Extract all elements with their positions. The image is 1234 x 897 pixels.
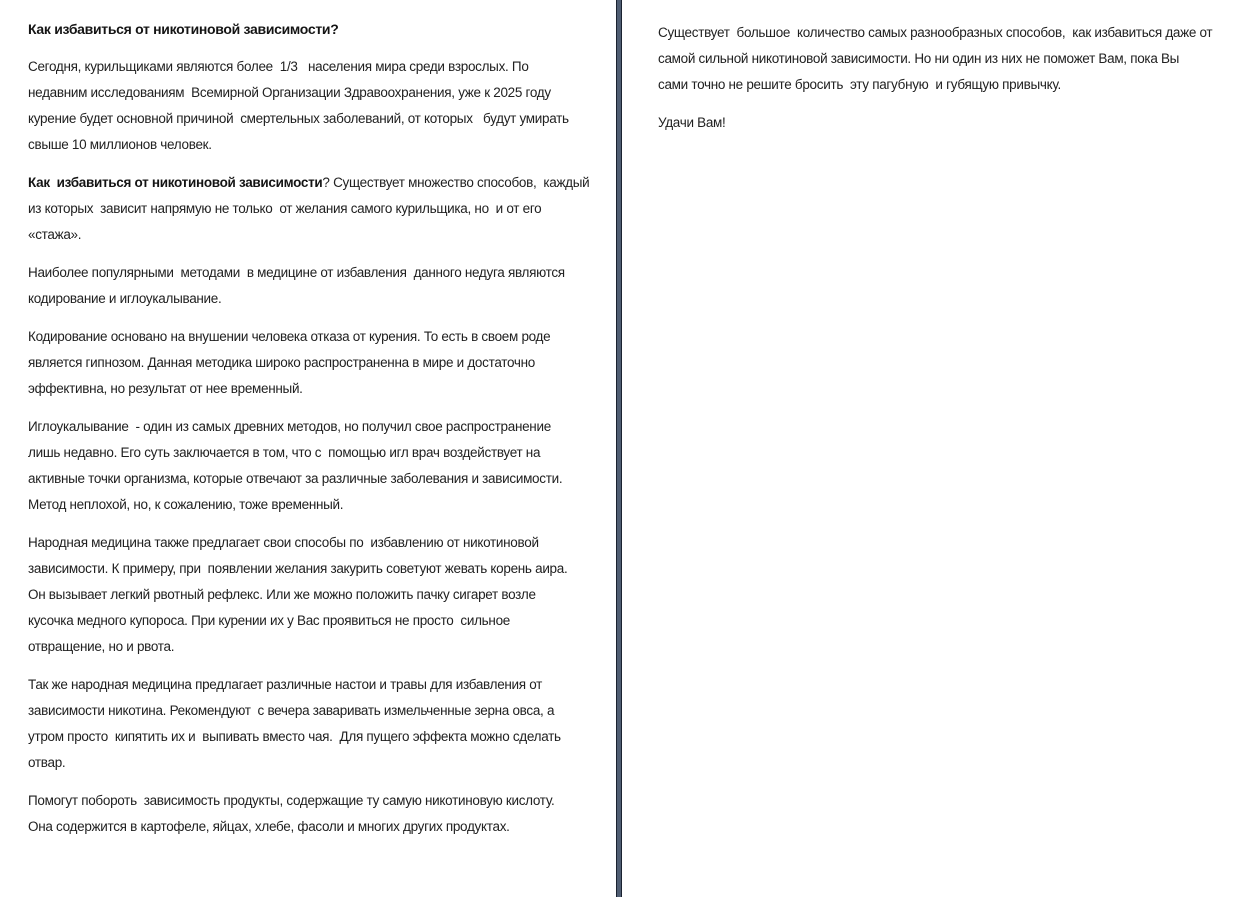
paragraph bbox=[28, 170, 614, 248]
text-line: Существует большое количество самых разнообразных способов, как избавиться даже от bbox=[658, 25, 1213, 40]
text-line: Метод неплохой, но, к сожалению, тоже временный. bbox=[28, 497, 344, 512]
text-line: Удачи Вам! bbox=[658, 115, 726, 130]
text-line: Она содержится в картофеле, яйцах, хлебе, фасоли и многих других продуктах. bbox=[28, 819, 510, 834]
text-line: активные точки организма, которые отвечают за различные заболевания и зависимости. bbox=[28, 471, 563, 486]
paragraph bbox=[28, 414, 614, 518]
text-line: Сегодня, курильщиками являются более 1/3 населения мира среди взрослых. По bbox=[28, 59, 529, 74]
text-line: является гипнозом. Данная методика широко распространенна в мире и достаточно bbox=[28, 355, 535, 370]
text-line: кусочка медного купороса. При курении их у Вас проявиться не просто сильное bbox=[28, 613, 510, 628]
text-line: курение будет основной причиной смертельных заболеваний, от которых будут умирать bbox=[28, 111, 569, 126]
text-line: Кодирование основано на внушении человека отказа от курения. То есть в своем роде bbox=[28, 329, 551, 344]
text-line: отвар. bbox=[28, 755, 66, 770]
text-line: Он вызывает легкий рвотный рефлекс. Или же можно положить пачку сигарет возле bbox=[28, 587, 536, 602]
text-line: сами точно не решите бросить эту пагубную и губящую привычку. bbox=[658, 77, 1061, 92]
right-paragraphs-container bbox=[658, 20, 1224, 136]
text-line: зависимости никотина. Рекомендуют с вечера заваривать измельченные зерна овса, а bbox=[28, 703, 555, 718]
text-line: свыше 10 миллионов человек. bbox=[28, 137, 212, 152]
left-text-column bbox=[28, 0, 614, 852]
left-paragraphs-container bbox=[28, 54, 614, 840]
text-line: Помогут побороть зависимость продукты, содержащие ту самую никотиновую кислоту. bbox=[28, 793, 555, 808]
paragraph bbox=[28, 672, 614, 776]
text-line: эффективна, но результат от нее временный. bbox=[28, 381, 303, 396]
paragraph bbox=[28, 54, 614, 158]
text-line: Народная медицина также предлагает свои способы по избавлению от никотиновой bbox=[28, 535, 539, 550]
bold-text-run: Как избавиться от никотиновой зависимости bbox=[28, 175, 323, 190]
paragraph bbox=[28, 324, 614, 402]
column-divider bbox=[616, 0, 622, 897]
paragraph bbox=[658, 20, 1224, 98]
text-line: недавним исследованиям Всемирной Организации Здравоохранения, уже к 2025 году bbox=[28, 85, 551, 100]
text-line: утром просто кипятить их и выпивать вместо чая. Для пущего эффекта можно сделать bbox=[28, 729, 561, 744]
text-line: Так же народная медицина предлагает различные настои и травы для избавления от bbox=[28, 677, 543, 692]
text-line: лишь недавно. Его суть заключается в том, что с помощью игл врач воздействует на bbox=[28, 445, 541, 460]
document-title: Как избавиться от никотиновой зависимости? bbox=[28, 21, 339, 37]
text-line: Иглоукалывание - один из самых древних методов, но получил свое распространение bbox=[28, 419, 551, 434]
text-line: кодирование и иглоукалывание. bbox=[28, 291, 222, 306]
text-line: Как избавиться от никотиновой зависимости? Существует множество способов, каждый bbox=[28, 175, 590, 190]
paragraph bbox=[28, 788, 614, 840]
text-line: «стажа». bbox=[28, 227, 82, 242]
text-line: Наиболее популярными методами в медицине от избавления данного недуга являются bbox=[28, 265, 565, 280]
paragraph bbox=[28, 260, 614, 312]
text-line: отвращение, но и рвота. bbox=[28, 639, 175, 654]
paragraph bbox=[658, 110, 1224, 136]
right-text-column bbox=[658, 0, 1224, 148]
text-line: зависимости. К примеру, при появлении желания закурить советуют жевать корень аира. bbox=[28, 561, 568, 576]
text-line: из которых зависит напрямую не только от желания самого курильщика, но и от его bbox=[28, 201, 542, 216]
text-line: самой сильной никотиновой зависимости. Но ни один из них не поможет Вам, пока Вы bbox=[658, 51, 1180, 66]
paragraph bbox=[28, 530, 614, 660]
